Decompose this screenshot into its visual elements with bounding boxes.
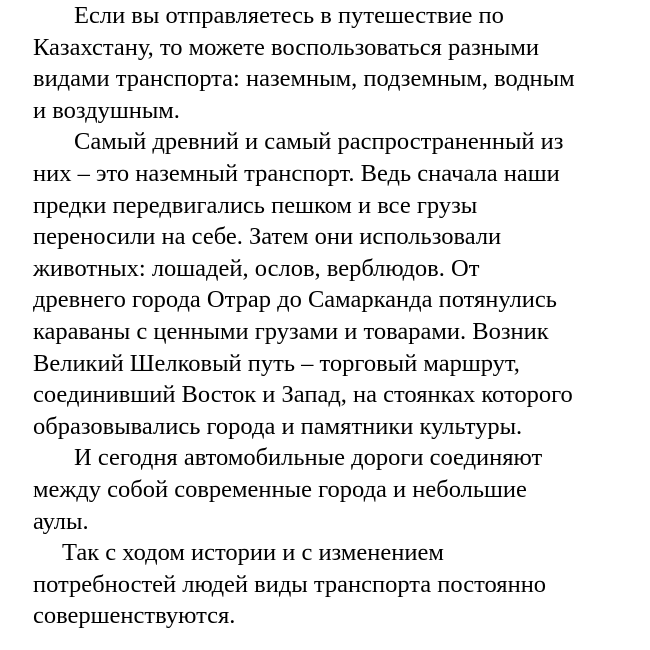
paragraph-2 bbox=[33, 126, 633, 442]
text-line: животных: лошадей, ослов, верблюдов. От bbox=[33, 254, 480, 282]
text-line: Самый древний и самый распространенный из bbox=[74, 128, 564, 156]
text-line: предки передвигались пешком и все грузы bbox=[33, 191, 478, 219]
text-line: И сегодня автомобильные дороги соединяют bbox=[74, 444, 543, 472]
document-page bbox=[33, 0, 633, 632]
text-line: Если вы отправляетесь в путешествие по bbox=[74, 2, 504, 29]
text-line: образовывались города и памятники культуры. bbox=[33, 412, 523, 440]
text-line: видами транспорта: наземным, подземным, водным bbox=[33, 65, 575, 93]
text-line: переносили на себе. Затем они использовали bbox=[33, 223, 502, 251]
paragraph-3 bbox=[33, 442, 633, 537]
text-line: между собой современные города и небольшие bbox=[33, 475, 527, 503]
text-line: аулы. bbox=[33, 507, 89, 535]
paragraph-1 bbox=[33, 0, 633, 126]
text-line: Так с ходом истории и с изменением bbox=[62, 539, 444, 567]
text-line: них – это наземный транспорт. Ведь сначала наши bbox=[33, 159, 560, 187]
text-line: совершенствуются. bbox=[33, 602, 236, 630]
text-line: соединивший Восток и Запад, на стоянках которого bbox=[33, 381, 573, 409]
text-line: потребностей людей виды транспорта постоянно bbox=[33, 570, 547, 598]
text-line: и воздушным. bbox=[33, 96, 180, 124]
text-line: древнего города Отрар до Самарканда потянулись bbox=[33, 286, 557, 314]
paragraph-4 bbox=[33, 537, 633, 632]
text-line: Великий Шелковый путь – торговый маршрут, bbox=[33, 349, 520, 377]
text-line: караваны с ценными грузами и товарами. Возник bbox=[33, 317, 549, 345]
text-line: Казахстану, то можете воспользоваться разными bbox=[33, 33, 539, 61]
